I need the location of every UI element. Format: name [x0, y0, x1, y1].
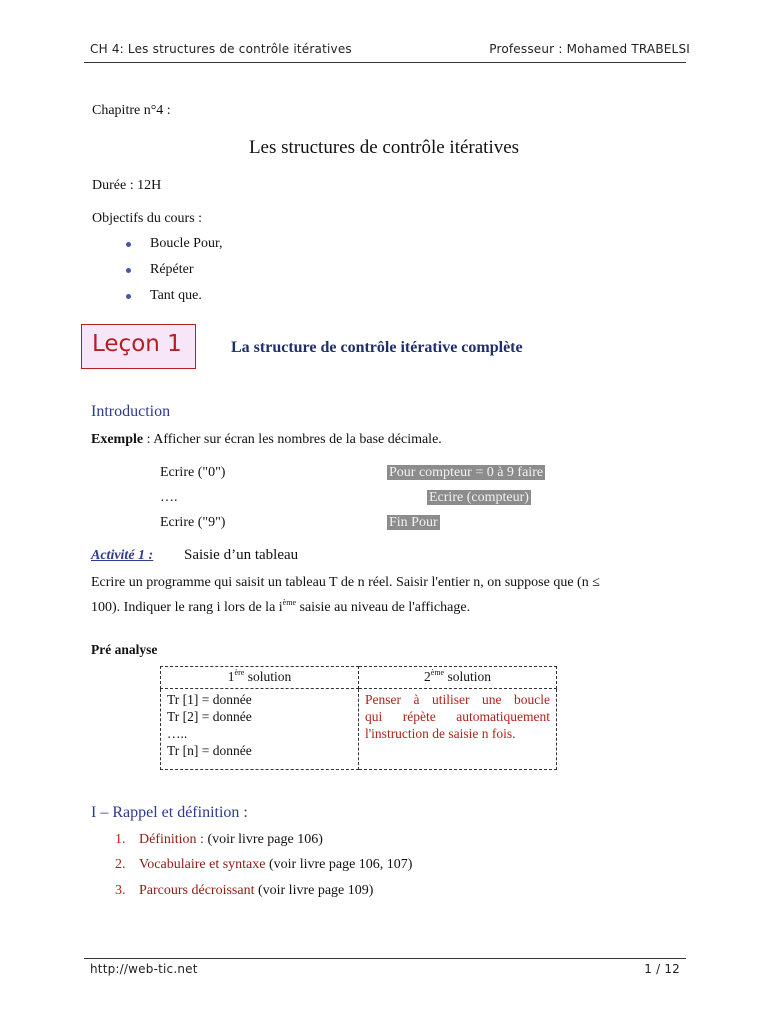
code-left-line: Ecrire ("9")	[160, 515, 226, 530]
lesson-badge-label: Leçon 1	[92, 331, 182, 357]
introduction-heading: Introduction	[91, 403, 171, 420]
cell-line: qui répète automatiquement	[365, 709, 550, 724]
footer-rule	[84, 958, 686, 959]
cell-line: Penser à utiliser une boucle	[365, 692, 550, 707]
superscript: ème	[282, 598, 296, 607]
page-title: Les structures de contrôle itératives	[248, 137, 520, 158]
lesson-title: La structure de contrôle itérative complète	[231, 339, 523, 356]
item-label: Vocabulaire et syntaxe	[139, 857, 266, 872]
cell-line: l'instruction de saisie n fois.	[365, 726, 516, 741]
highlighted-code: Pour compteur = 0 à 9 faire	[389, 465, 544, 480]
example-label: Exemple	[91, 432, 144, 447]
item-number: 1.	[115, 832, 126, 847]
highlighted-code: Fin Pour	[389, 515, 438, 530]
cell-line: …..	[167, 726, 188, 741]
code-right-line	[387, 515, 440, 531]
duration: Durée : 12H	[92, 178, 162, 193]
item-number: 2.	[115, 857, 126, 872]
item-ref: (voir livre page 106)	[203, 832, 323, 847]
table-cell	[161, 689, 359, 770]
activity-line-part: 100). Indiquer le rang i lors de la i	[91, 600, 283, 615]
activity-line	[91, 600, 470, 616]
page-number: 1 / 12	[644, 962, 680, 976]
header-rule	[84, 62, 686, 63]
activity-title: Saisie d’un tableau	[184, 547, 299, 563]
table-row	[161, 667, 557, 689]
pre-analyse-label: Pré analyse	[91, 642, 158, 657]
highlighted-code: Ecrire (compteur)	[429, 490, 529, 505]
item-ref: (voir livre page 109)	[254, 883, 374, 898]
code-right-line	[427, 490, 531, 506]
cell-line: Tr [1] = donnée	[167, 692, 252, 707]
pre-analyse-table	[160, 666, 557, 770]
superscript: ère	[234, 668, 245, 677]
objective-item: Boucle Pour,	[150, 236, 223, 251]
example-line	[91, 432, 442, 448]
activity-line: Ecrire un programme qui saisit un tableau T de n réel. Saisir l'entier n, on suppose que (n ≤	[91, 575, 600, 590]
objective-item: Tant que.	[150, 288, 202, 303]
item-ref: (voir livre page 106, 107)	[265, 857, 413, 872]
cell-line: Tr [n] = donnée	[167, 743, 252, 758]
bullet-icon	[126, 268, 131, 273]
code-left-line: ….	[160, 490, 178, 505]
numbered-item	[115, 883, 373, 899]
code-right-line	[387, 465, 545, 481]
table-row	[161, 689, 557, 770]
activity-line-part: saisie au niveau de l'affichage.	[296, 600, 471, 615]
item-number: 3.	[115, 883, 126, 898]
cell-line: Tr [2] = donnée	[167, 709, 252, 724]
footer-link[interactable]: http://web-tic.net	[90, 962, 198, 976]
chapter-label: Chapitre n°4 :	[92, 103, 171, 118]
lesson-badge	[81, 324, 196, 369]
example-text: : Afficher sur écran les nombres de la base décimale.	[143, 432, 442, 447]
header-teacher: Professeur : Mohamed TRABELSI	[489, 42, 690, 56]
numbered-item	[115, 832, 323, 848]
activity-label: Activité 1 :	[91, 548, 154, 563]
objectives-label: Objectifs du cours :	[92, 211, 203, 226]
superscript: ème	[430, 668, 445, 677]
objective-item: Répéter	[150, 262, 194, 277]
table-cell	[359, 689, 557, 770]
code-left-line: Ecrire ("0")	[160, 465, 226, 480]
numbered-item	[115, 857, 412, 873]
item-label: Parcours décroissant	[139, 883, 255, 898]
bullet-icon	[126, 294, 131, 299]
section-heading: I – Rappel et définition :	[91, 804, 248, 821]
table-header-cell: 1ère solution	[161, 667, 359, 689]
bullet-icon	[126, 242, 131, 247]
header-chapter: CH 4: Les structures de contrôle itératives	[90, 42, 352, 56]
item-label: Définition :	[139, 832, 204, 847]
table-header-cell: 2ème solution	[359, 667, 557, 689]
